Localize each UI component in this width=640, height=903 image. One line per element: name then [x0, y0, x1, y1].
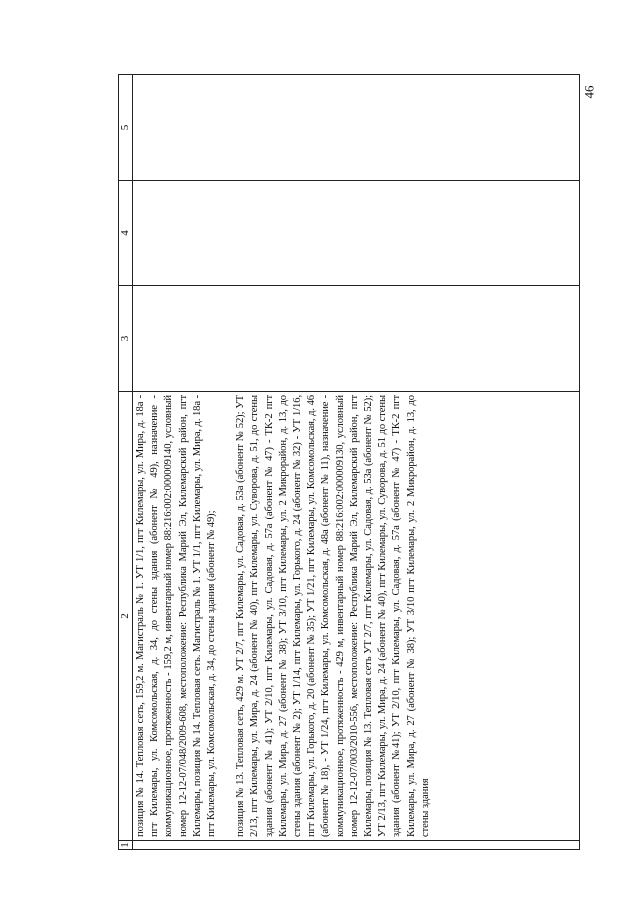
table-header-row: [119, 75, 133, 850]
cell-description: [133, 392, 580, 841]
property-table: [118, 74, 580, 850]
table-row: [133, 75, 580, 850]
column-header-2: 2: [119, 392, 133, 841]
entry-position-14: позиция № 14. Тепловая сеть, 159,2 м. Магистраль № 1. УТ 1/1, пгт Килемары, ул. Мира, д. 18а - пгт Килемары, ул. Комсомольская, д. 34, до стены здания (абонент № 49), назначение - коммуникационное, протяженность - 159,2 м, инвентарный номер 88:216:002:000009140, условный номер 12-12-07/048/2009-608, местоположение: Республика Марий Эл, Килемарский район, пгт Килемары, позиция № 14. Тепловая сеть. Магистраль № 1. УТ 1/1, пгт Килемары, ул. Мира, д. 18а - пгт Килемары, ул. Комсомольская, д. 34, до стены здания (абонент № 49);: [135, 395, 218, 837]
cell-col3: [133, 286, 580, 392]
cell-col4: [133, 181, 580, 286]
column-header-3: 3: [119, 286, 133, 392]
page-number: 46: [581, 85, 597, 99]
entry-position-13: позиция № 13. Тепловая сеть, 429 м. УТ 2/7, пгт Килемары, ул. Садовая, д. 53а (абонент № 52); УТ 2/13, пгт Килемары, ул. Мира, д. 24 (абонент № 40), пгт Килемары, ул. Суворова, д. 51, до стены здания (абонент № 41); УТ 2/10, пгт Килемары, ул. Садовая, д. 57а (абонент № 47) - ТК-2 пгт Килемары, ул. Мира, д. 27 (абонент № 38); УТ 3/10, пгт Килемары, ул. 2 Микрорайон, д. 13, до стены здания (абонент № 2); УТ 1/14, пгт Килемары, ул. Горького, д. 24 (абонент № 32) - УТ 1/16, пгт Килемары, ул. Горького, д. 20 (абонент № 35); УТ 1/21, пгт Килемары, ул. Комсомольская, д. 46 (абонент № 18), - УТ 1/24, пгт Килемары, ул. Комсомольская, д. 48а (абонент № 11), назначение - коммуникационное, протяженность - 429 м, инвентарный номер 88:216:002:000009130, условный номер 12-12-07/003/2010-556, местоположение: Республика Марий Эл, Килемарский район, пгт Килемары, позиция № 13. Тепловая сеть УТ 2/7, пгт Килемары, ул. Садовая, д. 53а (абонент № 52); УТ 2/13, пгт Килемары, ул. Мира, д. 24 (абонент № 40), пгт Килемары, ул. Суворова, д. 51 до стены здания (абонент №41); УТ 2/10, пгт Килемары, ул. Садовая, д. 57а (абонент № 47) - ТК-2 пгт Килемары, ул. Мира, д. 27 (абонент № 38); УТ 3/10 пгт Килемары, ул. 2 Микрорайон, д. 13, до стены здания: [235, 395, 431, 837]
rotated-table-wrapper: [118, 80, 580, 850]
cell-col5: [133, 75, 580, 181]
cell-col1: [133, 841, 580, 850]
column-header-4: 4: [119, 181, 133, 286]
column-header-5: 5: [119, 75, 133, 181]
column-header-1: 1: [119, 842, 131, 848]
